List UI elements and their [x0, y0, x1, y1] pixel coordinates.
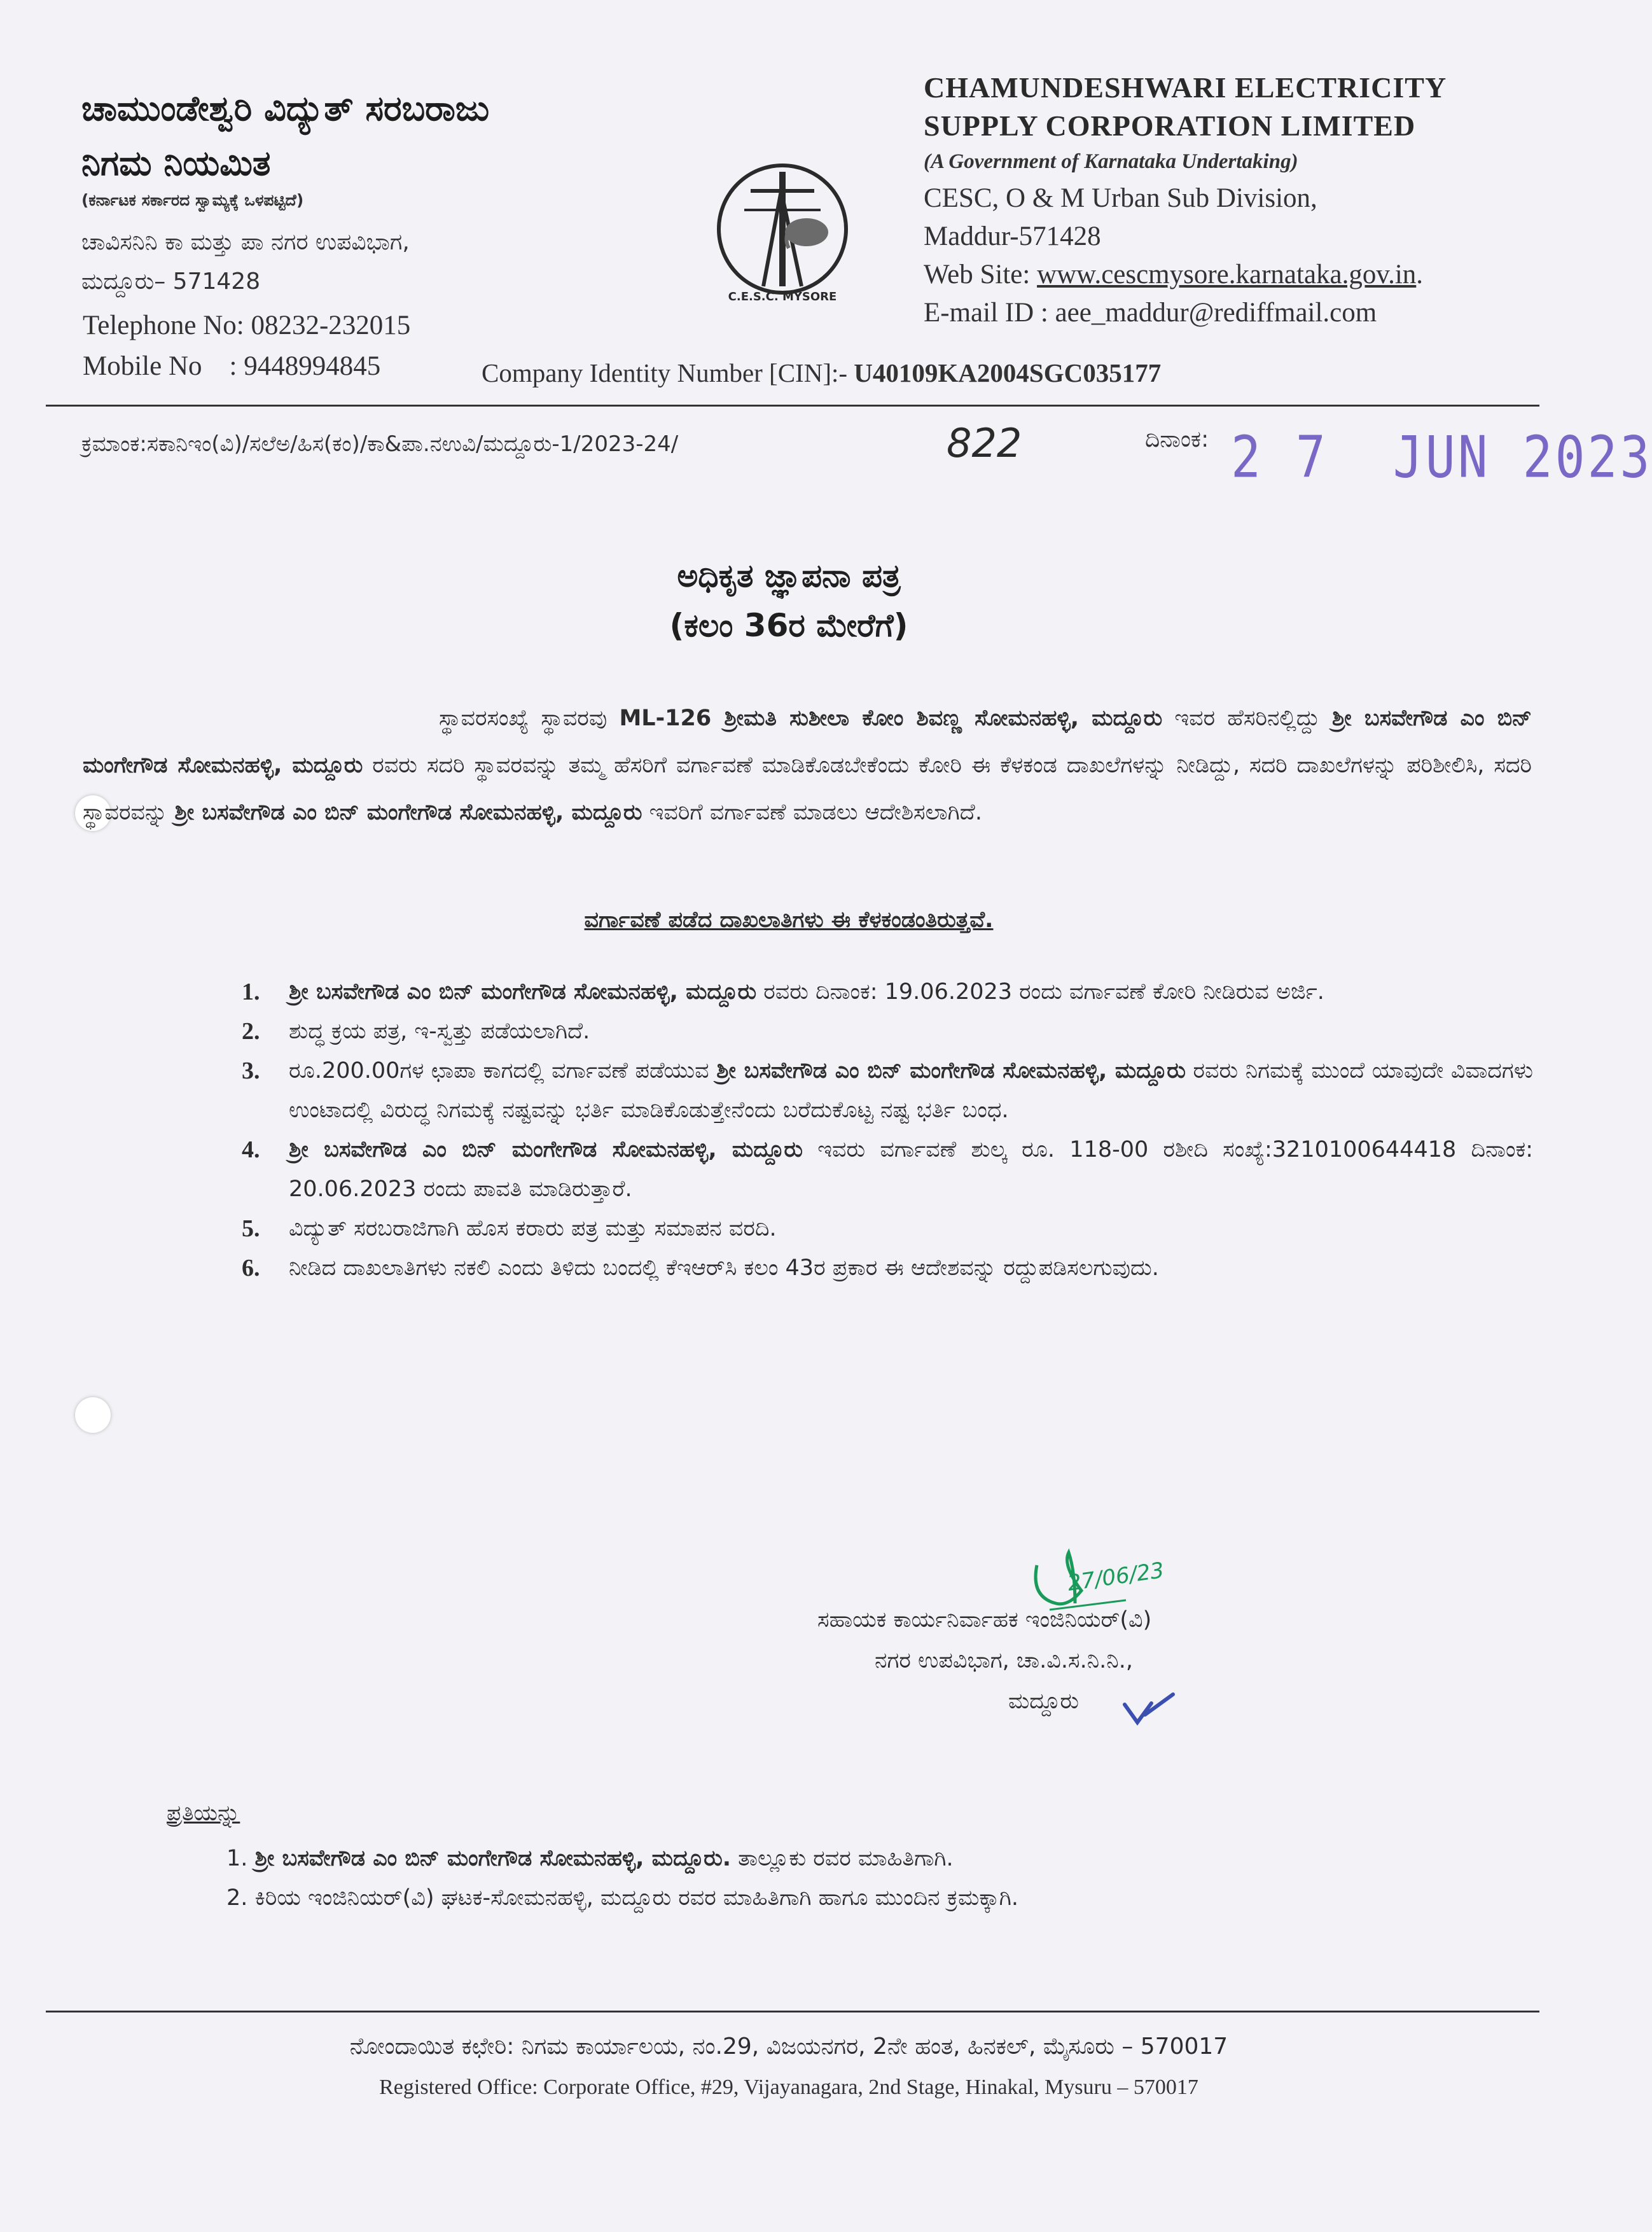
kannada-name-line2: ನಿಗಮ ನಿಯಮಿತ — [81, 143, 271, 183]
contact-numbers — [83, 305, 410, 387]
body-bold-b: ML-126 ಶ್ರೀಮತಿ ಸುಶೀಲಾ ಕೋಂ ಶಿವಣ್ಣ ಸೋಮನಹಳ್ಳಿ, ಮದ್ದೂರು — [619, 706, 1163, 731]
list-number: 2. — [242, 1018, 260, 1045]
list-number: 5. — [242, 1215, 260, 1242]
kannada-subtitle: (ಕರ್ನಾಟಕ ಸರ್ಕಾರದ ಸ್ವಾಮ್ಯಕ್ಕೆ ಒಳಪಟ್ಟಿದೆ) — [81, 191, 304, 209]
email: E-mail ID : aee_maddur@rediffmail.com — [924, 298, 1377, 328]
kannada-company-name — [81, 81, 489, 191]
title-line1: ಅಧಿಕೃತ ಜ್ಞಾಪನಾ ಪತ್ರ — [677, 557, 901, 594]
date-stamp: 2 7 JUN 2023 — [1231, 425, 1652, 491]
english-address — [924, 179, 1423, 332]
list-item — [242, 1209, 1533, 1248]
list-item — [242, 1012, 1533, 1051]
copy-bold: ಶ್ರೀ ಬಸವೇಗೌಡ ಎಂ ಬಿನ್ ಮಂಗೇಗೌಡ ಸೋಮನಹಳ್ಳಿ, ಮದ್ದೂರು. — [254, 1846, 732, 1871]
punch-hole-bottom — [75, 1397, 111, 1433]
body-bold-f: ಶ್ರೀ ಬಸವೇಗೌಡ ಎಂ ಬಿನ್ ಮಂಗೇಗೌಡ ಸೋಮನಹಳ್ಳಿ, ಮದ್ದೂರು — [174, 800, 642, 825]
copy-item — [226, 1878, 1018, 1918]
cin-row — [482, 358, 1161, 388]
copy-text: ಕಿರಿಯ ಇಂಜಿನಿಯರ್(ವಿ) ಘಟಕ-ಸೋಮನಹಳ್ಳಿ, ಮದ್ದೂರು ರವರ ಮಾಹಿತಿಗಾಗಿ ಹಾಗೂ ಮುಂದಿನ ಕ್ರಮಕ್ಕಾಗಿ. — [254, 1885, 1018, 1911]
telephone: Telephone No: 08232-232015 — [83, 310, 411, 340]
reference-handwritten-number: 822 — [947, 420, 1022, 466]
website-link[interactable]: www.cescmysore.karnataka.gov.in — [1037, 260, 1417, 289]
body-text-c: ಇವರ ಹೆಸರಿನಲ್ಲಿದ್ದು — [1162, 706, 1332, 731]
copy-number: 2. — [226, 1885, 248, 1911]
address-line1: CESC, O & M Urban Sub Division, — [924, 183, 1317, 213]
website-row: Web Site: www.cescmysore.karnataka.gov.in. — [924, 260, 1424, 289]
cin-number: U40109KA2004SGC035177 — [854, 358, 1162, 387]
list-item — [242, 1051, 1533, 1130]
list-number: 3. — [242, 1057, 260, 1084]
english-company-name — [924, 69, 1447, 145]
footer-divider — [46, 2011, 1539, 2012]
copies-list — [226, 1839, 1018, 1918]
item-text: ವಿದ್ಯುತ್ ಸರಬರಾಜಿಗಾಗಿ ಹೊಸ ಕರಾರು ಪತ್ರ ಮತ್ತು ಸಮಾಪನ ವರದಿ. — [289, 1216, 777, 1241]
mobile: Mobile No : 9448994845 — [83, 351, 381, 381]
list-number: 1. — [242, 979, 260, 1005]
list-item — [242, 972, 1533, 1012]
body-text-e: ರವರು ಸದರಿ ಸ್ಥಾವರವನ್ನು ತಮ್ಮ ಹೆಸರಿಗೆ ವರ್ಗಾವಣೆ ಮಾಡಿಕೊಡಬೇಕೆಂದು ಕೋರಿ ಈ ಕೆಳಕಂಡ ದಾಖಲೆಗಳನ್ನು ನೀಡಿದ್ದು, ಸದರಿ ದಾಖಲೆಗಳನ್ನು ಪರಿಶೀಲಿಸಿ, ಸದರಿ ಸ್ಥಾವರವನ್ನು — [83, 753, 1532, 825]
header-divider — [46, 405, 1539, 407]
body-text-a: ಸ್ಥಾವರಸಂಖ್ಯೆ ಸ್ಥಾವರವು — [439, 706, 620, 731]
logo-caption: C.E.S.C. MYSORE — [728, 290, 837, 303]
list-number: 4. — [242, 1136, 260, 1163]
item-bold: ಶ್ರೀ ಬಸವೇಗೌಡ ಎಂ ಬಿನ್ ಮಂಗೇಗೌಡ ಸೋಮನಹಳ್ಳಿ, ಮದ್ದೂರು — [716, 1058, 1186, 1084]
copy-number: 1. — [226, 1846, 248, 1871]
copy-item — [226, 1839, 1018, 1878]
body-paragraph — [83, 695, 1532, 836]
kannada-name-line1: ಚಾಮುಂಡೇಶ್ವರಿ ವಿದ್ಯುತ್ ಸರಬರಾಜು — [81, 88, 490, 129]
signatory-designation: ಸಹಾಯಕ ಕಾರ್ಯನಿರ್ವಾಹಕ ಇಂಜಿನಿಯರ್(ವಿ) — [817, 1607, 1152, 1633]
item-text: ನೀಡಿದ ದಾಖಲಾತಿಗಳು ನಕಲಿ ಎಂದು ತಿಳಿದು ಬಂದಲ್ಲಿ ಕೆಇಆರ್‌ಸಿ ಕಲಂ 43ರ ಪ್ರಕಾರ ಈ ಆದೇಶವನ್ನು ರದ್ದುಪಡಿಸಲಗುವುದು. — [289, 1255, 1159, 1281]
copies-heading: ಪ್ರತಿಯನ್ನು — [167, 1801, 240, 1826]
item-text: ರೂ.200.00ಗಳ ಛಾಪಾ ಕಾಗದಲ್ಲಿ ವರ್ಗಾವಣೆ ಪಡೆಯುವ — [289, 1058, 717, 1084]
signatory-office: ನಗರ ಉಪವಿಭಾಗ, ಚಾ.ವಿ.ಸ.ನಿ.ನಿ., — [875, 1648, 1133, 1673]
kannada-office-address — [81, 223, 410, 302]
website-label: Web Site: — [924, 260, 1031, 289]
english-name-line1: CHAMUNDESHWARI ELECTRICITY — [924, 71, 1447, 104]
kannada-office-line2: ಮದ್ದೂರು– 571428 — [81, 269, 261, 295]
list-number: 6. — [242, 1255, 260, 1281]
document-title — [0, 551, 1578, 650]
body-bold-d: ಶ್ರೀ ಬಸವೇಗೌಡ ಎಂ ಬಿನ್ ಮಂಗೇಗೌಡ ಸೋಮನಹಳ್ಳಿ, ಮದ್ದೂರು — [83, 706, 1532, 778]
body-text-g: ಇವರಿಗೆ ವರ್ಗಾವಣೆ ಮಾಡಲು ಆದೇಶಿಸಲಾಗಿದೆ. — [642, 800, 982, 825]
copy-text: ತಾಲ್ಲೂಕು ರವರ ಮಾಹಿತಿಗಾಗಿ. — [731, 1846, 954, 1871]
cin-label: Company Identity Number [CIN]:- — [482, 358, 848, 387]
documents-list — [242, 972, 1533, 1288]
item-text: ಶುದ್ಧ ಕ್ರಯ ಪತ್ರ, ಇ-ಸ್ವತ್ತು ಪಡೆಯಲಾಗಿದೆ. — [289, 1019, 590, 1044]
signature-block — [817, 1600, 1151, 1722]
kannada-office-line1: ಚಾವಿಸನಿನಿ ಕಾ ಮತ್ತು ಪಾ ನಗರ ಉಪವಿಭಾಗ, — [81, 229, 410, 255]
footer-english-address: Registered Office: Corporate Office, #29, Vijayanagara, 2nd Stage, Hinakal, Mysuru – 570017 — [379, 2075, 1198, 2099]
title-line2: (ಕಲಂ 36ರ ಮೇರೆಗೆ) — [669, 607, 908, 644]
signature-date: 27/06/23 — [1065, 1558, 1166, 1596]
date-label: ದಿನಾಂಕ: — [1145, 426, 1209, 452]
footer-kannada-address: ನೋಂದಾಯಿತ ಕಛೇರಿ: ನಿಗಮ ಕಾರ್ಯಾಲಯ, ನಂ.29, ವಿಜಯನಗರ, 2ನೇ ಹಂತ, ಹಿನಕಲ್, ಮೈಸೂರು – 570017 — [349, 2033, 1228, 2060]
item-text: ರವರು ನಿಗಮಕ್ಕೆ ಮುಂದೆ ಯಾವುದೇ ವಿವಾದಗಳು ಉಂಟಾದಲ್ಲಿ ವಿರುದ್ಧ ನಿಗಮಕ್ಕೆ ನಷ್ಟವನ್ನು ಭರ್ತಿ ಮಾಡಿಕೊಡುತ್ತೇನೆಂದು ಬರೆದುಕೊಟ್ಟ ನಷ್ಟ ಭರ್ತಿ ಬಂಧ. — [289, 1058, 1533, 1123]
tick-mark — [1120, 1689, 1177, 1727]
list-item — [242, 1130, 1533, 1209]
item-text: ರವರು ದಿನಾಂಕ: 19.06.2023 ರಂದು ವರ್ಗಾವಣೆ ಕೋರಿ ನೀಡಿರುವ ಅರ್ಜಿ. — [756, 979, 1324, 1005]
item-bold: ಶ್ರೀ ಬಸವೇಗೌಡ ಎಂ ಬಿನ್ ಮಂಗೇಗೌಡ ಸೋಮನಹಳ್ಳಿ, ಮದ್ದೂರು — [289, 979, 757, 1005]
cesc-logo — [706, 153, 859, 305]
government-note: (A Government of Karnataka Undertaking) — [924, 150, 1298, 173]
signatory-place: ಮದ್ದೂರು — [1008, 1689, 1079, 1714]
documents-heading: ವರ್ಗಾವಣೆ ಪಡೆದ ದಾಖಲಾತಿಗಳು ಈ ಕೆಳಕಂಡಂತಿರುತ್ತವೆ. — [584, 907, 994, 933]
item-bold: ಶ್ರೀ ಬಸವೇಗೌಡ ಎಂ ಬಿನ್ ಮಂಗೇಗೌಡ ಸೋಮನಹಳ್ಳಿ, ಮದ್ದೂರು — [289, 1137, 803, 1162]
list-item — [242, 1248, 1533, 1288]
item-text: ಇವರು ವರ್ಗಾವಣೆ ಶುಲ್ಕ ರೂ. 118-00 ರಶೀದಿ ಸಂಖ್ಯೆ:3210100644418 ದಿನಾಂಕ: 20.06.2023 ರಂದು ಪಾವತಿ ಮಾಡಿರುತ್ತಾರೆ. — [289, 1137, 1533, 1202]
reference-number: ಕ್ರಮಾಂಕ:ಸಕಾನಿಇಂ(ವಿ)/ಸಲೆಅ/ಹಿಸ(ಕಂ)/ಕಾ&ಪಾ.ನಉವಿ/ಮದ್ದೂರು-1/2023-24/ — [81, 431, 679, 457]
address-line2: Maddur-571428 — [924, 221, 1101, 251]
english-name-line2: SUPPLY CORPORATION LIMITED — [924, 109, 1416, 142]
